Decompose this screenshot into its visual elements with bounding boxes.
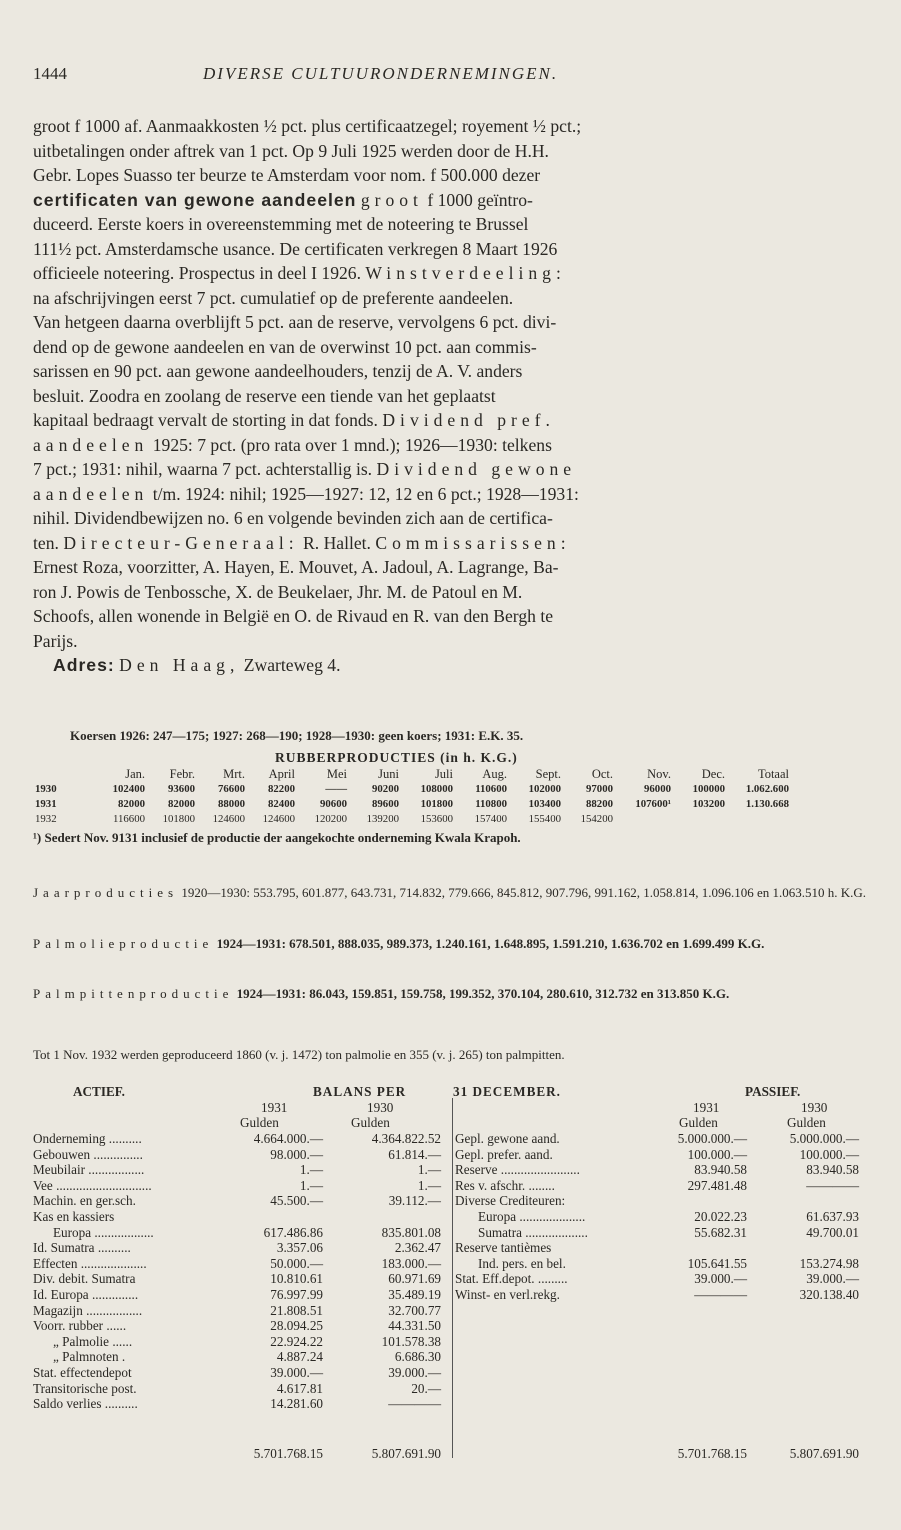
rubber-cell: 82000 (118, 798, 145, 810)
actief-label-item: Id. Europa .............. (33, 1287, 139, 1302)
rubber-cell: 155400 (528, 813, 561, 825)
actief-1931-value: 98.000.— (270, 1146, 323, 1162)
line (33, 139, 869, 164)
rubber-cell: 90200 (372, 783, 399, 795)
month-header: Sept. (535, 767, 561, 781)
text: R. Hallet. (303, 532, 371, 553)
jaar-text: 1920—1930: 553.795, 601.877, 643.731, 714.832, 779.666, 845.812, 907.796, 991.162, 1.058.814, 1.096.106 en 1.063.510 h. K.G. (181, 885, 867, 900)
actief-label-item: Div. debit. Sumatra (33, 1271, 136, 1287)
actief-label-item: Vee ............................. (33, 1177, 152, 1193)
actief-1930-value: 4.364.822.52 (371, 1131, 441, 1146)
rubber-cell: 116600 (113, 813, 145, 825)
actief-label-item: Saldo verlies .......... (33, 1396, 138, 1412)
month-header: Juni (378, 767, 399, 781)
year-header (33, 767, 91, 782)
passief-label-item: Europa .................... (478, 1209, 586, 1224)
passief-label: PASSIEF. (745, 1084, 801, 1099)
line (33, 604, 869, 629)
actief-1930-value: 44.331.50 (388, 1318, 441, 1334)
koersen-line: Koersen 1926: 247—175; 1927: 268—190; 1928—1930: geen koers; 1931: E.K. 35. (70, 728, 524, 743)
actief-1930-value: 61.814.— (388, 1146, 441, 1162)
passief-label-item: Sumatra ................... (478, 1224, 588, 1240)
line (33, 188, 869, 213)
passief-label-item: Reserve tantièmes (455, 1240, 552, 1256)
actief-label: ACTIEF. (73, 1084, 125, 1099)
actief-1931-value: 10.810.61 (270, 1271, 323, 1287)
rubber-cell: 82000 (168, 798, 195, 810)
month-header: Totaal (757, 767, 789, 781)
actief-1930-value: 835.801.08 (381, 1224, 441, 1240)
spaced: aandeelen (33, 434, 149, 455)
balans-title-b: 31 DECEMBER. (453, 1084, 561, 1099)
passief-label-item: Diverse Crediteuren: (455, 1193, 566, 1209)
actief-label-item: Transitorische post. (33, 1380, 137, 1396)
text: 7 pct.; 1931: nihil, waarna 7 pct. achterstallig is. (33, 459, 373, 479)
actief-1931-value: 1.— (299, 1177, 323, 1193)
row-year: 1932 (35, 813, 57, 825)
line (33, 506, 869, 531)
line (33, 531, 869, 556)
page-number: 1444 (33, 64, 67, 83)
text: 1925: 7 pct. (pro rata over 1 mnd.); 1926—1930: telkens (152, 434, 552, 455)
rubber-cell: 76600 (218, 783, 245, 795)
text: officieele noteering. Prospectus in deel I 1926. (33, 263, 361, 283)
actief-label-item: Europa .................. (53, 1224, 154, 1240)
actief-1930-value: 6.686.30 (394, 1349, 441, 1365)
text: dend op de gewone aandeelen en van de overwinst 10 pct. aan commis- (33, 336, 537, 357)
passief-1931-value: 105.641.55 (687, 1255, 747, 1271)
actief-label-item: „ Palmolie ...... (53, 1333, 133, 1349)
rubber-cell: 139200 (366, 813, 399, 825)
rubber-cell: 101800 (162, 813, 195, 825)
text: Ernest Roza, voorzitter, A. Hayen, E. Mouvet, A. Jadoul, A. Lagrange, Ba- (33, 557, 559, 577)
rubber-cell: 102400 (112, 783, 145, 795)
palmpittenproductie (33, 985, 869, 1003)
rubber-cell: 96000 (644, 783, 671, 795)
passief-1930-value: 153.274.98 (799, 1255, 859, 1271)
text: sarissen en 90 pct. aan gewone aandeelhouders, tenzij de A. V. anders (33, 361, 523, 381)
actief-label-item: Voorr. rubber ...... (33, 1318, 127, 1334)
actief-1930-value: 39.112.— (388, 1193, 441, 1209)
line (33, 408, 869, 433)
passief-1931-value: ———— (694, 1287, 747, 1302)
month-header: Aug. (482, 767, 507, 781)
text: ten. (33, 532, 59, 553)
passief-1931-value: 20.022.23 (694, 1209, 747, 1224)
line (33, 286, 869, 311)
actief-label-item: Id. Sumatra .......... (33, 1240, 131, 1256)
rubber-row (33, 812, 791, 827)
actief-1931-value: 45.500.— (270, 1193, 323, 1209)
rubber-cell: 82200 (268, 783, 295, 795)
line (33, 384, 869, 409)
jaar-label: Jaarproducties (33, 885, 179, 900)
rubber-cell: 100000 (692, 783, 725, 795)
passief-1931-value: 39.000.— (694, 1271, 747, 1287)
line (33, 237, 869, 262)
passief-1931-value: 297.481.48 (687, 1177, 747, 1193)
palmpitten-text: 1924—1931: 86.043, 159.851, 159.758, 199.352, 370.104, 280.610, 312.732 en 313.850 K.G. (236, 986, 730, 1001)
actief-1931-value: 4.887.24 (276, 1349, 323, 1365)
text: 111½ pct. Amsterdamsche usance. De certificaten verkregen 8 Maart 1926 (33, 238, 558, 259)
rubber-cell: 93600 (168, 783, 195, 795)
text: Parijs. (33, 630, 78, 651)
month-header: April (268, 767, 295, 781)
actief-1930-value: 39.000.— (388, 1365, 441, 1380)
actief-1930-value: 1.— (417, 1162, 441, 1178)
text: uitbetalingen onder aftrek van 1 pct. Op 9 Juli 1925 werden door de H.H. (33, 140, 549, 161)
total-left-1930: 5.807.691.90 (371, 1446, 441, 1461)
text: kapitaal bedraagt vervalt de storting in dat fonds. (33, 410, 378, 430)
line (33, 482, 869, 507)
rubber-cell (727, 812, 791, 827)
actief-1931-value: 28.094.25 (270, 1318, 323, 1334)
passief-label-item: Ind. pers. en bel. (478, 1255, 566, 1271)
col-year-1930-left: 1930 (367, 1100, 394, 1115)
line (33, 457, 869, 482)
actief-label-item: Onderneming .......... (33, 1131, 142, 1146)
actief-label-item: Effecten .................... (33, 1255, 147, 1271)
rubber-table (33, 767, 791, 827)
text: duceerd. Eerste koers in overeenstemming met de noteering te Brussel (33, 214, 529, 234)
rubber-cell (615, 812, 673, 827)
actief-1930-value: 183.000.— (381, 1255, 441, 1271)
palmolie-text: 1924—1931: 678.501, 888.035, 989.373, 1.240.161, 1.648.895, 1.591.210, 1.636.702 en 1.699.499 K.G. (216, 936, 765, 951)
passief-1931-value: 83.940.58 (694, 1162, 747, 1178)
rubber-cell: 157400 (474, 813, 507, 825)
line (33, 359, 869, 384)
passief-label-item: Gepl. gewone aand. (455, 1131, 560, 1146)
passief-1930-value: 61.637.93 (806, 1209, 859, 1224)
rubber-cell: 88200 (586, 798, 613, 810)
spaced: Dividend gewone (376, 459, 577, 479)
line (33, 310, 869, 335)
address-label: Adres: (53, 655, 115, 675)
rubber-cell: 97000 (586, 783, 613, 795)
month-header: Nov. (647, 767, 671, 781)
passief-1930-value: 83.940.58 (806, 1162, 859, 1178)
actief-1931-value: 617.486.86 (263, 1224, 323, 1240)
rubber-cell: —— (325, 783, 347, 795)
palmolie-label: Palmolieproductie (33, 936, 214, 951)
passief-label-item: Stat. Eff.depot. ......... (455, 1271, 568, 1287)
running-title: DIVERSE CULTUURONDERNEMINGEN. (203, 64, 559, 83)
text: groot f 1000 af. Aanmaakkosten ½ pct. plus certificaatzegel; royement ½ pct.; (33, 116, 582, 136)
actief-1931-value: 21.808.51 (270, 1302, 323, 1318)
actief-label-item: Magazijn ................. (33, 1302, 143, 1318)
actief-1931-value: 4.617.81 (276, 1380, 323, 1396)
spaced: aandeelen (33, 483, 149, 504)
passief-1930-value: 100.000.— (799, 1146, 859, 1162)
month-header: Jan. (125, 767, 145, 781)
passief-1931-value: 5.000.000.— (677, 1131, 747, 1146)
actief-label-item: Machin. en ger.sch. (33, 1193, 136, 1209)
actief-1931-value: 1.— (299, 1162, 323, 1178)
line (33, 433, 869, 458)
line (33, 163, 869, 188)
passief-label-item: Res v. afschr. ........ (455, 1177, 555, 1193)
text: Van hetgeen daarna overblijft 5 pct. aan de reserve, vervolgens 6 pct. divi- (33, 312, 557, 332)
actief-1930-value: 101.578.38 (381, 1333, 441, 1349)
spaced: Directeur-Generaal: (63, 532, 299, 553)
rubber-cell: 102000 (528, 783, 561, 795)
passief-1931-value: 100.000.— (687, 1146, 747, 1162)
actief-1930-value: ———— (388, 1396, 441, 1412)
month-header: Mei (326, 767, 347, 781)
actief-1930-value: 2.362.47 (394, 1240, 441, 1256)
rubber-cell: 107600¹ (635, 798, 671, 810)
actief-label-item: Meubilair ................. (33, 1162, 145, 1178)
page-header (33, 64, 873, 90)
rubber-cell: 101800 (420, 798, 453, 810)
balans-title-a: BALANS PER (313, 1084, 407, 1099)
emphasis: certificaten van gewone aandeelen (33, 189, 357, 210)
spaced: Dividend pref. (382, 410, 555, 430)
rubber-cell: 153600 (420, 813, 453, 825)
line (33, 261, 869, 286)
actief-1930-value: 1.— (417, 1177, 441, 1193)
passief-1930-value: 320.138.40 (799, 1287, 859, 1302)
tot-nov-note: Tot 1 Nov. 1932 werden geproduceerd 1860 (v. j. 1472) ton palmolie en 355 (v. j. 265) ton palmpitten. (33, 1047, 565, 1062)
rubber-cell: 88000 (218, 798, 245, 810)
actief-1930-value: 20.— (411, 1380, 441, 1396)
spaced: groot (360, 189, 423, 210)
line (33, 335, 869, 360)
text: besluit. Zoodra en zoolang de reserve een tiende van het geplaatst (33, 385, 496, 406)
address-line (33, 653, 869, 678)
actief-label-item: Gebouwen ............... (33, 1146, 143, 1162)
rubber-cell: 89600 (372, 798, 399, 810)
text: t/m. 1924: nihil; 1925—1927: 12, 12 en 6 pct.; 1928—1931: (152, 483, 579, 504)
passief-1930-value: 39.000.— (806, 1271, 859, 1287)
actief-1930-value: 60.971.69 (388, 1271, 441, 1287)
address-street: Zwarteweg 4. (243, 655, 341, 675)
line (33, 580, 869, 605)
total-right-1931: 5.701.768.15 (677, 1446, 747, 1461)
jaarproducties (33, 884, 869, 902)
month-header: Mrt. (223, 767, 245, 781)
body-text (33, 114, 869, 678)
actief-1931-value: 3.357.06 (276, 1240, 323, 1256)
rubber-footnote (33, 830, 869, 846)
rubber-cell: 1.062.600 (745, 783, 789, 795)
rubber-header-row (33, 767, 791, 782)
actief-1931-value: 4.664.000.— (253, 1131, 323, 1146)
rubber-cell: 82400 (268, 798, 295, 810)
passief-1930-value: 5.000.000.— (789, 1131, 859, 1146)
line (33, 555, 869, 580)
palmolieproductie (33, 935, 869, 953)
passief-label-item: Winst- en verl.rekg. (455, 1287, 560, 1302)
rubber-cell: 90600 (320, 798, 347, 810)
col-cur-4: Gulden (787, 1115, 826, 1130)
text: na afschrijvingen eerst 7 pct. cumulatief op de preferente aandeelen. (33, 287, 514, 308)
rubber-cell: 108000 (420, 783, 453, 795)
text: nihil. Dividendbewijzen no. 6 en volgende bevinden zich aan de certifica- (33, 508, 553, 528)
footnote-mark: ¹) (33, 830, 42, 845)
actief-1931-value: 76.997.99 (270, 1287, 323, 1302)
column-divider (452, 1098, 453, 1458)
passief-label-item: Reserve ........................ (455, 1162, 580, 1178)
passief-1930-value: ———— (806, 1177, 859, 1193)
rubber-cell: 103400 (528, 798, 561, 810)
actief-label-item: Kas en kassiers (33, 1209, 115, 1224)
rubber-cell: 120200 (314, 813, 347, 825)
rubber-cell: 124600 (212, 813, 245, 825)
actief-1931-value: 39.000.— (270, 1365, 323, 1380)
col-cur-3: Gulden (679, 1115, 718, 1130)
rubber-title: RUBBERPRODUCTIES (in h. K.G.) (275, 750, 518, 765)
month-header: Juli (434, 767, 453, 781)
footnote-text: Sedert Nov. 9131 inclusief de productie der aangekochte onderneming Kwala Krapoh. (44, 830, 521, 845)
text: ron J. Powis de Tenbossche, X. de Beukelaer, Jhr. M. de Patoul en M. (33, 581, 523, 602)
actief-1931-value: 14.281.60 (270, 1396, 323, 1412)
rubber-cell: 1.130.668 (745, 798, 789, 810)
rubber-row (33, 782, 791, 797)
text: Gebr. Lopes Suasso ter beurze te Amsterdam voor nom. f 500.000 dezer (33, 165, 541, 185)
month-header: Febr. (169, 767, 195, 781)
text: f 1000 geïntro- (427, 189, 533, 210)
month-header: Dec. (701, 767, 725, 781)
spaced: Commissarissen: (375, 532, 571, 553)
total-right-1930: 5.807.691.90 (789, 1446, 859, 1461)
passief-1930-value: 49.700.01 (806, 1224, 859, 1240)
line (33, 629, 869, 654)
actief-1931-value: 22.924.22 (270, 1333, 323, 1349)
actief-label-item: „ Palmnoten . (53, 1349, 126, 1365)
passief-label-item: Gepl. prefer. aand. (455, 1146, 553, 1162)
text: Schoofs, allen wonende in België en O. de Rivaud en R. van den Bergh te (33, 606, 554, 626)
rubber-row (33, 797, 791, 812)
address-city: Den Haag, (119, 655, 240, 675)
passief-1931-value: 55.682.31 (694, 1224, 747, 1240)
month-header: Oct. (591, 767, 613, 781)
balance-sheet (33, 1084, 869, 1464)
rubber-cell: 154200 (580, 813, 613, 825)
col-year-1931-right: 1931 (693, 1100, 720, 1115)
col-cur-1: Gulden (240, 1115, 279, 1130)
row-year: 1930 (35, 783, 57, 795)
spaced: Winstverdeeling: (365, 263, 566, 283)
actief-1931-value: 50.000.— (270, 1255, 323, 1271)
col-year-1931-left: 1931 (261, 1100, 288, 1115)
actief-1930-value: 35.489.19 (388, 1287, 441, 1302)
actief-1930-value: 32.700.77 (388, 1302, 441, 1318)
line (33, 212, 869, 237)
rubber-cell: 110600 (475, 783, 507, 795)
rubber-cell: 110800 (475, 798, 507, 810)
row-year: 1931 (35, 798, 57, 810)
line (33, 114, 869, 139)
rubber-cell: 124600 (262, 813, 295, 825)
rubber-cell: 103200 (692, 798, 725, 810)
palmpitten-label: Palmpittenproductie (33, 986, 234, 1001)
total-left-1931: 5.701.768.15 (253, 1446, 323, 1461)
col-cur-2: Gulden (351, 1115, 390, 1130)
actief-label-item: Stat. effectendepot (33, 1365, 132, 1380)
rubber-cell (673, 812, 727, 827)
col-year-1930-right: 1930 (801, 1100, 828, 1115)
